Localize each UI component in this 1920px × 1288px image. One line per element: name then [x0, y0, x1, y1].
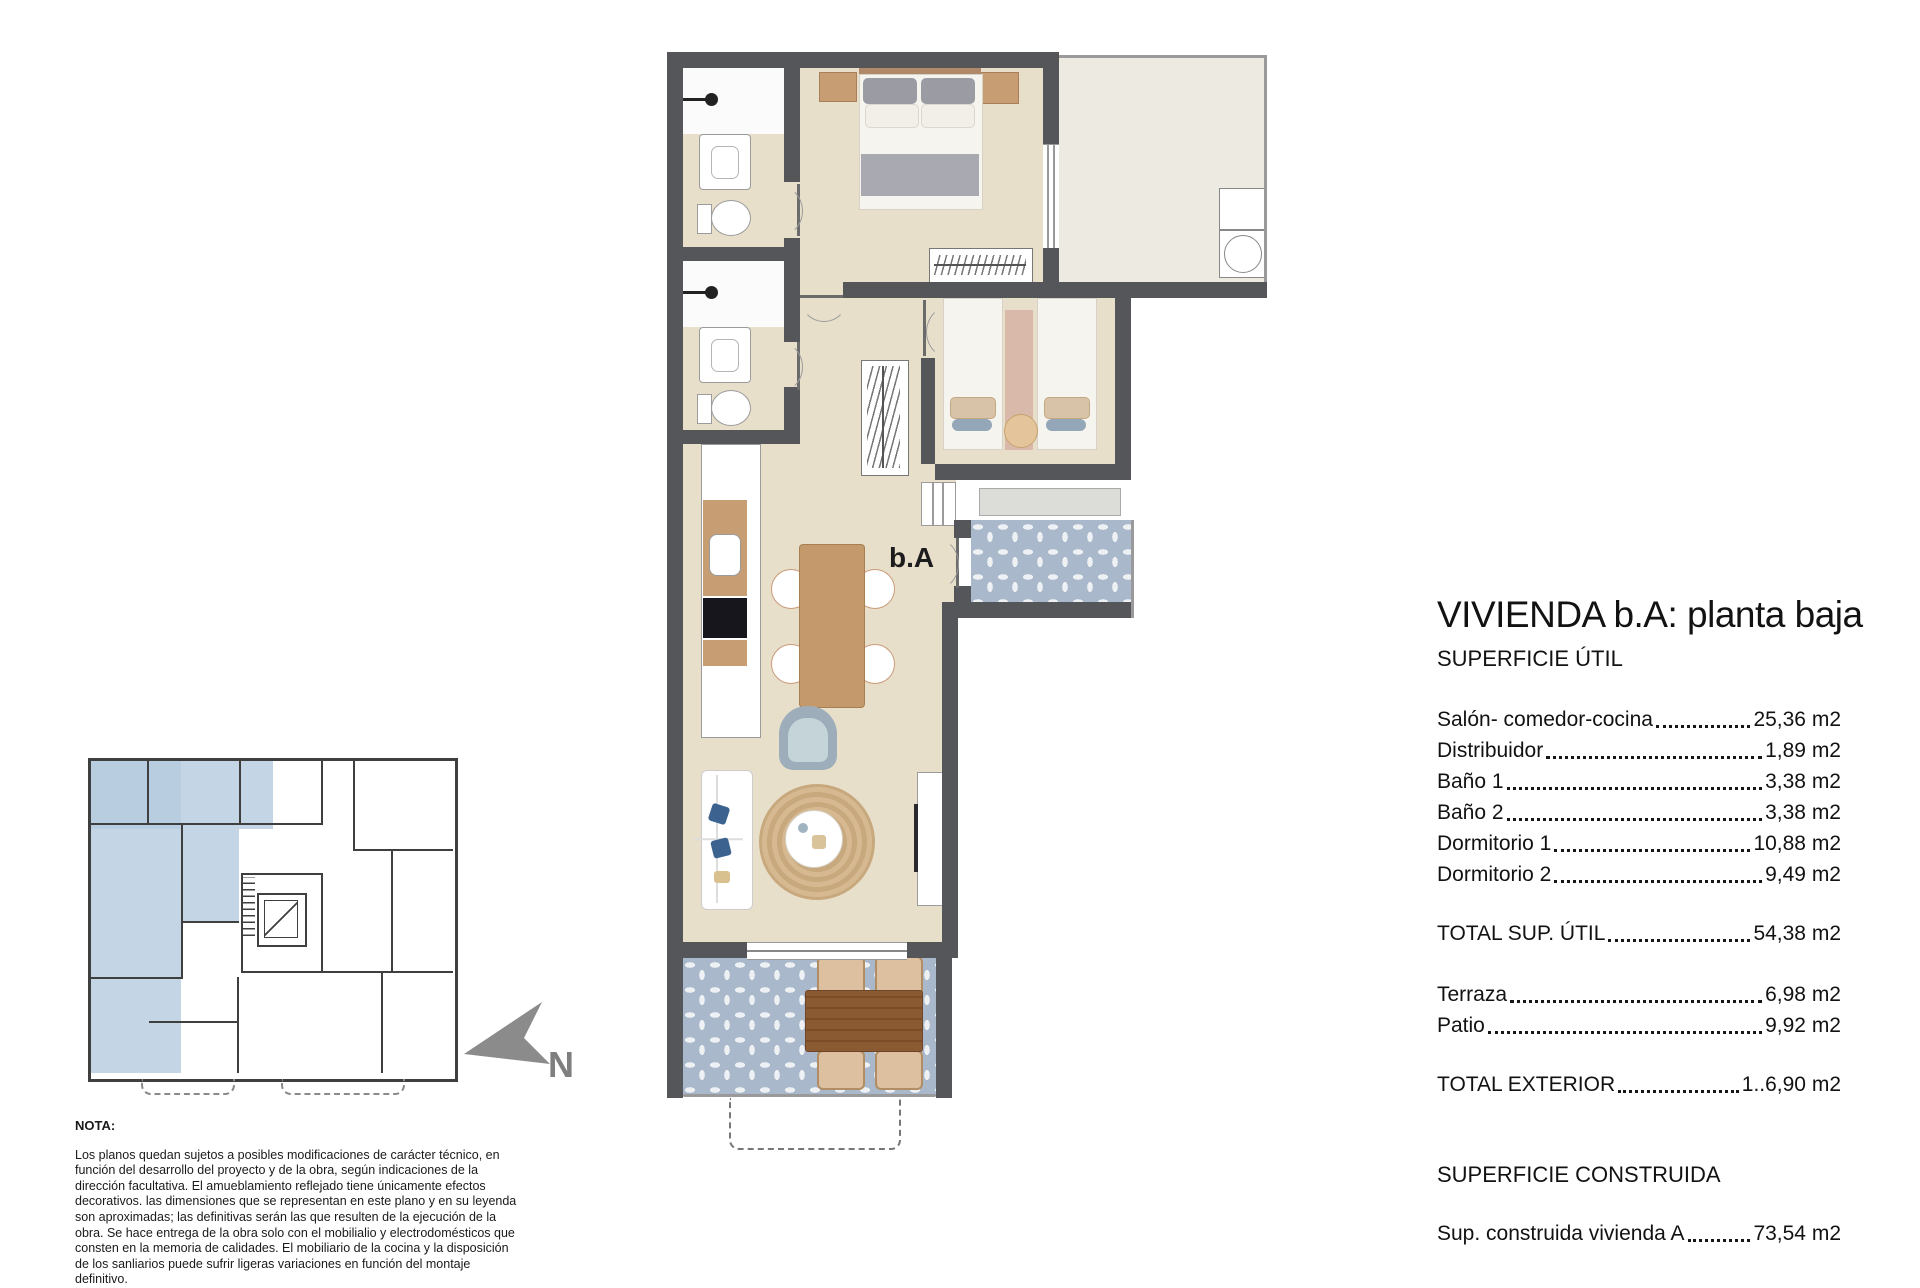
bed-cushion — [950, 397, 996, 419]
wall-living-bottom-left — [667, 942, 747, 958]
key-wall — [323, 971, 453, 973]
window-line — [942, 483, 944, 525]
entrance-terrace-edge — [1131, 520, 1134, 618]
area-row — [1437, 797, 1841, 828]
outdoor-chair — [817, 1050, 865, 1090]
area-value: 3,38 m2 — [1765, 770, 1841, 793]
tv-icon — [914, 804, 918, 872]
area-value: 25,36 m2 — [1753, 708, 1841, 731]
plan-title: VIVIENDA b.A: planta baja — [1437, 594, 1863, 635]
terrace-dashed-boundary — [729, 1098, 901, 1150]
armchair — [779, 706, 837, 770]
bath2-shower-arm-icon — [683, 291, 707, 294]
key-dashed-stub — [281, 1079, 405, 1095]
wall-entrance-lower-stub — [954, 586, 971, 602]
area-value: 73,54 m2 — [1753, 1222, 1841, 1245]
util-heading: SUPERFICIE ÚTIL — [1437, 646, 1623, 671]
construida-heading: SUPERFICIE CONSTRUIDA — [1437, 1162, 1721, 1187]
window-line — [1053, 145, 1055, 249]
key-plan-highlight — [181, 829, 239, 923]
bath2-sink-basin — [711, 339, 739, 372]
bath2-toilet-tank — [697, 394, 712, 424]
bedroom1-nightstand-left — [819, 72, 857, 102]
key-wall — [239, 761, 241, 825]
dotted-leader — [1618, 1090, 1739, 1093]
north-label: N — [548, 1044, 574, 1085]
key-wall — [149, 1021, 239, 1023]
area-value: 6,98 m2 — [1765, 983, 1841, 1006]
dotted-leader — [1608, 939, 1750, 942]
window-line — [932, 483, 934, 525]
area-label: Baño 2 — [1437, 801, 1504, 824]
area-label: Sup. construida vivienda A — [1437, 1222, 1685, 1245]
key-elevator-car — [264, 900, 298, 938]
key-wall — [239, 823, 323, 825]
bath1-sink — [699, 134, 751, 190]
wall-below-entrance — [942, 602, 1134, 618]
unit-divider — [1220, 229, 1265, 231]
wall-bath-divider — [683, 247, 800, 261]
area-value: 1,89 m2 — [1765, 739, 1841, 762]
construida-row — [1437, 1218, 1841, 1249]
area-row — [1437, 735, 1841, 766]
wall-bath2-bottom — [683, 430, 800, 444]
bath1-shower-arm-icon — [683, 98, 707, 101]
bedroom1-nightstand-right — [979, 72, 1019, 104]
bedroom1-door-arc — [800, 274, 848, 322]
tv-sideboard — [917, 772, 945, 906]
bedroom1-blanket — [861, 154, 979, 196]
sofa — [701, 770, 753, 910]
wall-mid-horizontal — [843, 282, 1267, 298]
table-deco — [798, 823, 808, 833]
area-summary-panel — [1437, 594, 1863, 1249]
note-block — [75, 1118, 517, 1288]
spacer — [1437, 1100, 1841, 1162]
key-wall — [147, 761, 149, 825]
dining-table — [799, 544, 865, 708]
spacer — [1437, 949, 1841, 979]
bedroom1-window — [1043, 144, 1059, 250]
key-wall — [381, 971, 383, 1073]
wall-top — [667, 52, 1059, 68]
area-row — [1437, 1010, 1841, 1041]
area-label: Dormitorio 2 — [1437, 863, 1552, 886]
wall-bedroom2-left — [921, 358, 935, 464]
hall-window — [921, 482, 956, 526]
area-value: 9,49 m2 — [1765, 863, 1841, 886]
wall-bath1-right-stub — [784, 238, 800, 261]
wall-bath2-right-upper — [784, 261, 800, 342]
area-label: Distribuidor — [1437, 739, 1544, 762]
bedroom2-single-bed-right — [1037, 298, 1097, 450]
bedroom1-pillow — [921, 104, 975, 128]
outdoor-chair — [875, 1050, 923, 1090]
note-body: Los planos quedan sujetos a posibles modificaciones de carácter técnico, en función del desarrollo del proyecto y de la obra, según indicaciones de la dirección facultativa. El amueblamiento reflejado tiene únicamente efectos decorativos. las dimensiones que se representan en este plano y en su leyenda son aproximadas; las definitivas serán las que resulten de la ejecución de la obra. Se hace entrega de la obra solo con el mobilialio y electrodomésticos que consten en la memoria de calidades. El mobiliario de la cocina y la disposición de los sanliarios puede sufrir ligeras variaciones en función del montaje definitivo. — [75, 1147, 517, 1287]
key-wall — [353, 761, 355, 851]
wall-bedroom1-right-upper — [1043, 68, 1059, 144]
dotted-leader — [1546, 756, 1762, 759]
key-plan-highlight — [91, 761, 181, 1073]
main-floor-plan — [667, 42, 1279, 1177]
bed-cushion — [1044, 397, 1090, 419]
kitchen-cooktop — [703, 598, 747, 638]
key-stairs — [243, 877, 255, 941]
area-label: Terraza — [1437, 983, 1508, 1006]
area-row — [1437, 704, 1841, 735]
dotted-leader — [1656, 725, 1751, 728]
bath2-shower-area — [683, 261, 784, 327]
note-heading: NOTA: — [75, 1118, 116, 1133]
dotted-leader — [1554, 849, 1750, 852]
laundry-drum-icon — [1224, 235, 1262, 273]
bath1-toilet-tank — [697, 204, 712, 234]
window-line — [747, 950, 907, 952]
bath1-shower-head-icon — [705, 93, 718, 106]
living-slider-window — [747, 942, 907, 960]
wall-living-bottom-right — [907, 942, 958, 958]
key-wall — [181, 921, 239, 923]
key-wall — [391, 851, 393, 971]
bedroom1-wardrobe — [929, 248, 1033, 284]
dotted-leader — [1688, 1239, 1751, 1242]
key-wall — [237, 977, 239, 1073]
bed-throw — [952, 419, 992, 431]
window-line — [1047, 145, 1049, 249]
total-exterior-row — [1437, 1069, 1841, 1100]
key-wall — [91, 977, 181, 979]
spacer — [1437, 1041, 1841, 1069]
sofa-pillow-blue — [710, 837, 732, 859]
key-dashed-stub — [141, 1079, 235, 1095]
wall-bedroom2-right — [1115, 282, 1131, 480]
patio-laundry-unit — [1219, 188, 1266, 278]
wardrobe-hangers-icon — [867, 366, 900, 468]
wardrobe-rail — [882, 366, 884, 468]
key-wall — [241, 873, 323, 875]
area-label: TOTAL EXTERIOR — [1437, 1073, 1616, 1096]
bed-throw — [1046, 419, 1086, 431]
dotted-leader — [1554, 880, 1762, 883]
north-compass — [462, 992, 592, 1092]
sofa-throw — [714, 871, 730, 883]
dotted-leader — [1507, 787, 1763, 790]
bedroom2-pouf — [1004, 414, 1038, 448]
bedroom1-pillow — [921, 78, 975, 104]
spacer — [1437, 890, 1841, 918]
bath2-toilet — [711, 390, 751, 426]
area-value: 1..6,90 m2 — [1741, 1073, 1841, 1096]
bedroom2-door-arc — [926, 304, 982, 360]
area-value: 10,88 m2 — [1753, 832, 1841, 855]
dotted-leader — [1507, 818, 1763, 821]
bedroom1-pillow — [865, 104, 919, 128]
wall-entrance-upper-stub — [954, 520, 971, 538]
bedroom1-pillow — [863, 78, 917, 104]
wall-bedroom2-bottom — [935, 464, 1131, 480]
bath1-shower-area — [683, 68, 784, 134]
key-wall — [321, 873, 323, 973]
table-deco — [812, 835, 826, 849]
area-value: 3,38 m2 — [1765, 801, 1841, 824]
area-label: Baño 1 — [1437, 770, 1504, 793]
bath2-shower-head-icon — [705, 286, 718, 299]
area-value: 9,92 m2 — [1765, 1014, 1841, 1037]
kitchen-counter-wood2 — [703, 640, 747, 666]
area-row — [1437, 979, 1841, 1010]
key-wall — [181, 823, 183, 979]
patio-boundary-top — [1059, 55, 1267, 58]
dotted-leader — [1488, 1031, 1762, 1034]
kitchen-sink — [709, 534, 741, 576]
bath2-door-arc — [749, 340, 803, 394]
wall-living-right — [942, 602, 958, 958]
total-util-row — [1437, 918, 1841, 949]
patio-boundary-right — [1264, 55, 1267, 282]
wall-terrace-right — [936, 958, 952, 1098]
bath1-sink-basin — [711, 146, 739, 179]
area-row — [1437, 828, 1841, 859]
area-label: Dormitorio 1 — [1437, 832, 1552, 855]
wall-bath1-right — [784, 68, 800, 182]
area-label: Patio — [1437, 1014, 1485, 1037]
area-label: Salón- comedor-cocina — [1437, 708, 1653, 731]
area-value: 54,38 m2 — [1753, 922, 1841, 945]
area-row — [1437, 766, 1841, 797]
key-wall — [241, 971, 323, 973]
key-elevator — [257, 893, 307, 947]
bath2-sink — [699, 327, 751, 383]
coffee-table — [785, 810, 843, 868]
sofa-pillow-blue — [708, 803, 731, 826]
wardrobe-rail — [934, 264, 1026, 266]
planter-band — [979, 488, 1121, 516]
unit-label: b.A — [889, 542, 935, 573]
bath1-door-arc — [749, 184, 803, 238]
key-wall — [91, 823, 241, 825]
key-wall — [353, 849, 453, 851]
dotted-leader — [1510, 1000, 1762, 1003]
bath1-toilet — [711, 200, 751, 236]
outdoor-table — [805, 990, 923, 1052]
key-wall — [321, 761, 323, 825]
armchair-seat — [788, 718, 828, 762]
terrace-bottom-line — [683, 1094, 936, 1097]
hall-wardrobe — [861, 360, 909, 476]
area-label: TOTAL SUP. ÚTIL — [1437, 922, 1606, 945]
entrance-terrace-floor — [971, 520, 1131, 602]
area-row — [1437, 859, 1841, 890]
key-plan — [88, 758, 458, 1082]
